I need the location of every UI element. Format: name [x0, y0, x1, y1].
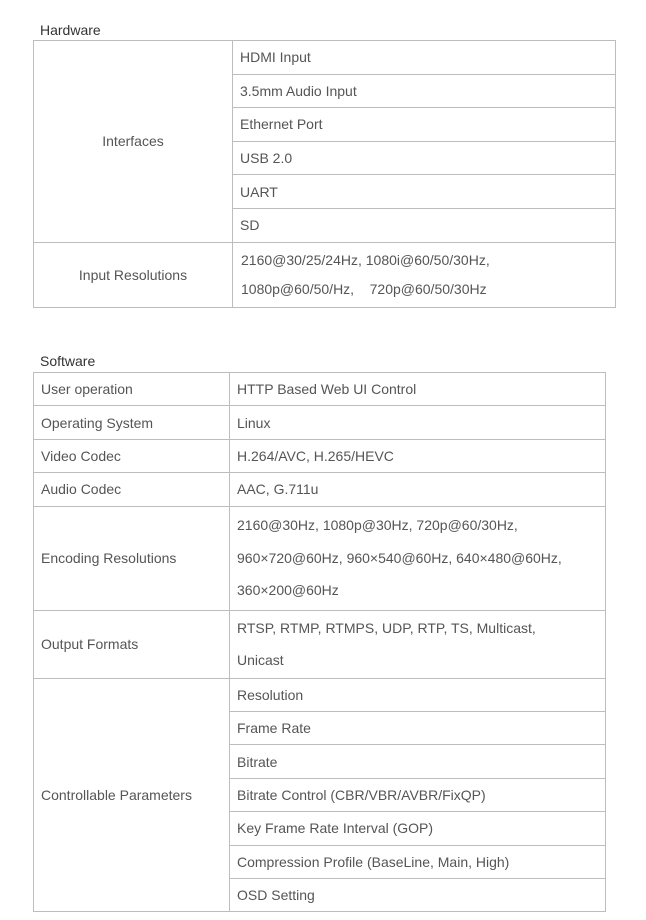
interface-item: UART: [233, 175, 616, 209]
table-row: [34, 610, 606, 678]
controllable-parameters-label: Controllable Parameters: [34, 678, 230, 912]
hardware-table: [33, 40, 616, 308]
encoding-resolutions-label: Encoding Resolutions: [34, 506, 230, 610]
software-table: [33, 372, 606, 912]
controllable-parameter: Compression Profile (BaseLine, Main, High): [230, 845, 606, 878]
software-section-title: Software: [40, 353, 96, 369]
interfaces-label: Interfaces: [34, 41, 233, 243]
controllable-parameter: Key Frame Rate Interval (GOP): [230, 812, 606, 845]
interface-item: USB 2.0: [233, 141, 616, 175]
output-formats-label: Output Formats: [34, 610, 230, 678]
encoding-resolutions-line: 960×720@60Hz, 960×540@60Hz, 640×480@60Hz,: [237, 549, 562, 566]
table-row: [34, 41, 616, 75]
controllable-parameter: Bitrate: [230, 745, 606, 778]
interface-item: SD: [233, 208, 616, 242]
input-resolutions-line: 2160@30/25/24Hz, 1080i@60/50/30Hz,: [241, 251, 490, 268]
table-row: [34, 373, 606, 406]
controllable-parameter: Bitrate Control (CBR/VBR/AVBR/FixQP): [230, 778, 606, 811]
video-codec-label: Video Codec: [34, 439, 230, 472]
input-resolutions-line: 1080p@60/50/Hz, 720p@60/50/30Hz: [241, 280, 487, 297]
input-resolutions-label: Input Resolutions: [34, 242, 233, 307]
table-row: [34, 406, 606, 439]
controllable-parameter: Resolution: [230, 678, 606, 711]
audio-codec-value: AAC, G.711u: [230, 473, 606, 506]
user-operation-label: User operation: [34, 373, 230, 406]
encoding-resolutions-line: 360×200@60Hz: [237, 582, 339, 599]
hardware-section-title: Hardware: [40, 22, 101, 38]
output-formats-value: [230, 610, 606, 678]
interface-item: HDMI Input: [233, 41, 616, 75]
table-row: [34, 439, 606, 472]
audio-codec-label: Audio Codec: [34, 473, 230, 506]
input-resolutions-value: [233, 242, 616, 307]
interface-item: 3.5mm Audio Input: [233, 74, 616, 108]
table-row: [34, 678, 606, 711]
table-row: [34, 473, 606, 506]
output-formats-line: Unicast: [237, 652, 284, 669]
controllable-parameter: OSD Setting: [230, 878, 606, 911]
operating-system-label: Operating System: [34, 406, 230, 439]
operating-system-value: Linux: [230, 406, 606, 439]
video-codec-value: H.264/AVC, H.265/HEVC: [230, 439, 606, 472]
controllable-parameter: Frame Rate: [230, 711, 606, 744]
output-formats-line: RTSP, RTMP, RTMPS, UDP, RTP, TS, Multicast,: [237, 619, 536, 636]
table-row: [34, 242, 616, 307]
interface-item: Ethernet Port: [233, 108, 616, 142]
user-operation-value: HTTP Based Web UI Control: [230, 373, 606, 406]
table-row: [34, 506, 606, 610]
encoding-resolutions-value: [230, 506, 606, 610]
encoding-resolutions-line: 2160@30Hz, 1080p@30Hz, 720p@60/30Hz,: [237, 517, 518, 534]
